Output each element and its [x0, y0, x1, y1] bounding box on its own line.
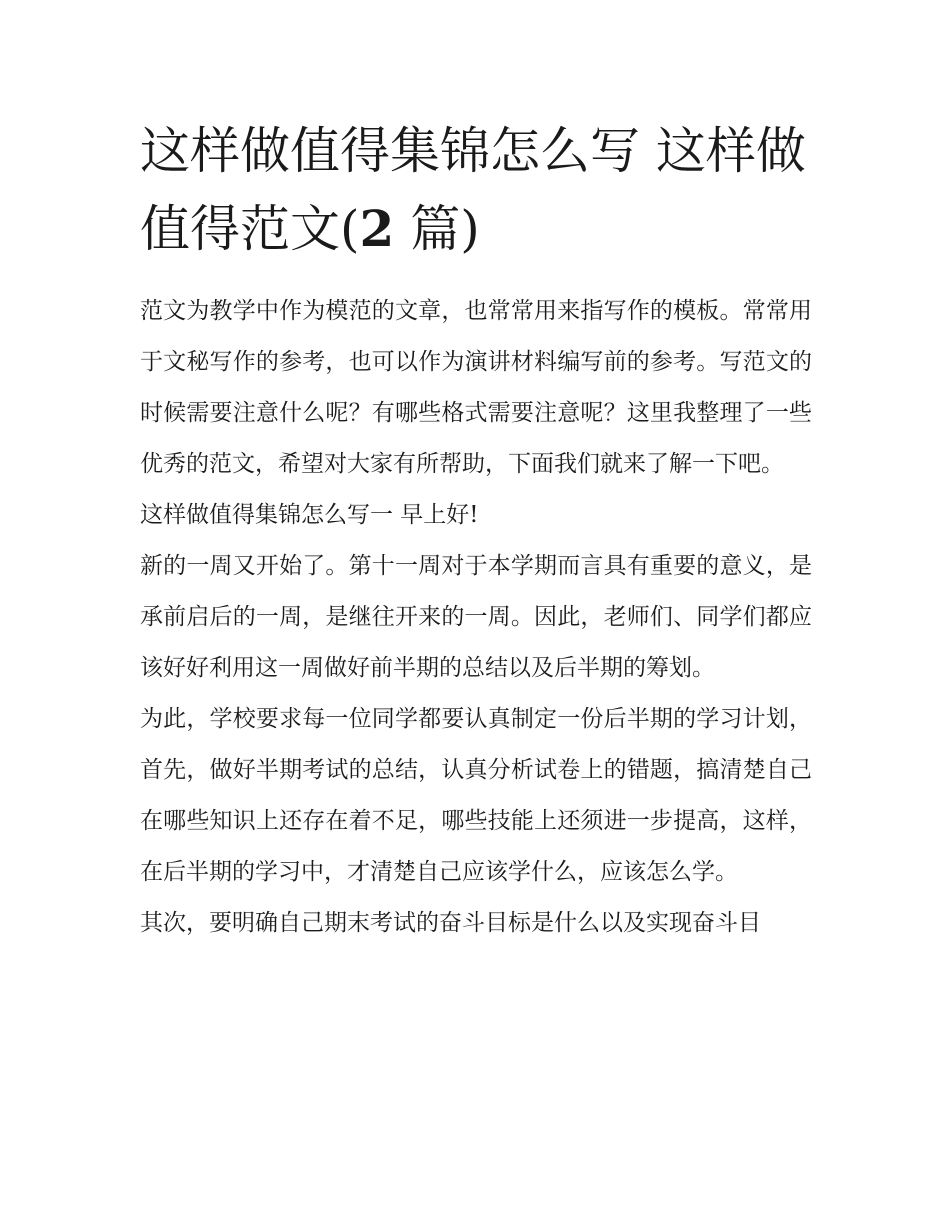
title-text-part1: 这样做值得集锦怎么写 这样做值得范文( — [140, 122, 806, 258]
title-count-number: 2 — [359, 199, 395, 258]
document-title — [140, 112, 812, 268]
title-text-part2: 篇) — [394, 200, 480, 258]
section-heading-paragraph: 这样做值得集锦怎么写一 早上好! — [140, 502, 479, 528]
body-paragraph: 为此，学校要求每一位同学都要认真制定一份后半期的学习计划，首先，做好半期考试的总结，认真分析试卷上的错题，搞清楚自己在哪些知识上还存在着不足，哪些技能上还须进一步提高，这样，在后半期的学习中，才清楚自己应该学什么，应该怎么学。 — [140, 706, 812, 885]
document-body — [140, 286, 812, 949]
body-paragraph: 新的一周又开始了。第十一周对于本学期而言具有重要的意义，是承前启后的一周，是继往开来的一周。因此，老师们、同学们都应该好好利用这一周做好前半期的总结以及后半期的筹划。 — [140, 553, 812, 681]
intro-paragraph: 范文为教学中作为模范的文章，也常常用来指写作的模板。常常用于文秘写作的参考，也可以作为演讲材料编写前的参考。写范文的时候需要注意什么呢？有哪些格式需要注意呢？这里我整理了一些优秀的范文，希望对大家有所帮助，下面我们就来了解一下吧。 — [140, 298, 812, 477]
document-page — [140, 112, 812, 949]
body-paragraph: 其次，要明确自己期末考试的奋斗目标是什么以及实现奋斗目 — [140, 910, 761, 936]
